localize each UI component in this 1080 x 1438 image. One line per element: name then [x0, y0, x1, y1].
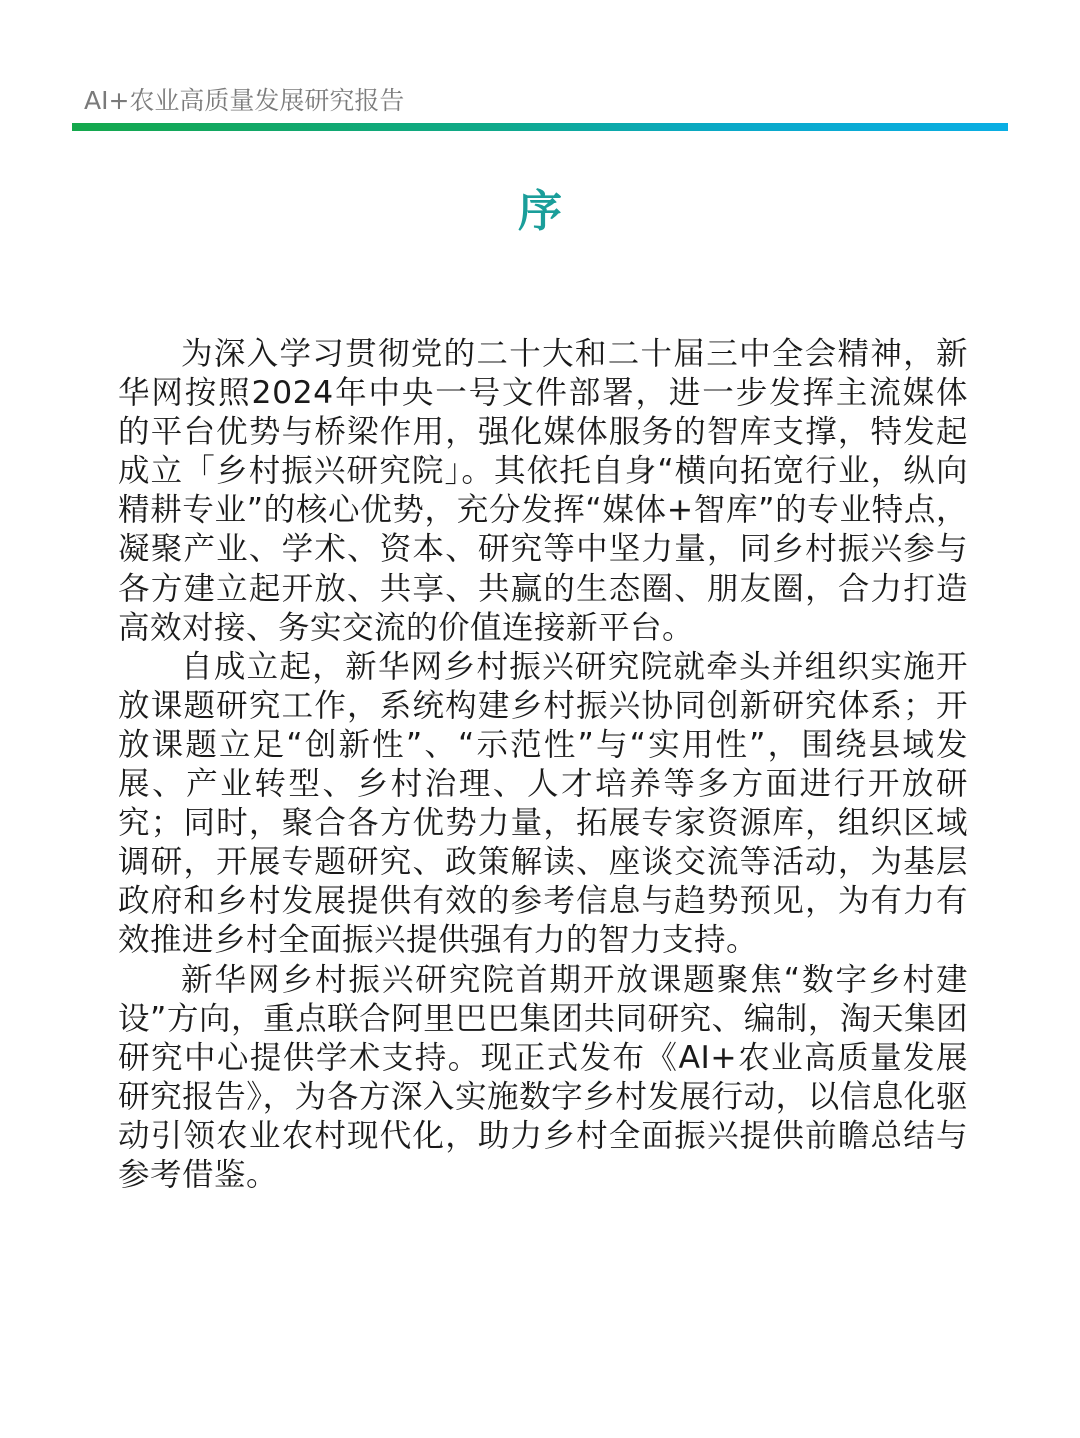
header-divider-rule — [72, 123, 1008, 131]
running-header-title: AI+农业高质量发展研究报告 — [84, 86, 405, 115]
preface-body — [118, 335, 968, 1195]
preface-title: 序 — [518, 186, 562, 237]
preface-paragraph-1: 为深入学习贯彻党的二十大和二十届三中全会精神，新华网按照2024年中央一号文件部署，进一步发挥主流媒体的平台优势与桥梁作用，强化媒体服务的智库支撑，特发起成立「乡村振兴研究院」。其依托自身“横向拓宽行业，纵向精耕专业”的核心优势，充分发挥“媒体+智库”的专业特点，凝聚产业、学术、资本、研究等中坚力量，同乡村振兴参与各方建立起开放、共享、共赢的生态圈、朋友圈，合力打造高效对接、务实交流的价值连接新平台。 — [118, 336, 968, 646]
preface-paragraph-2: 自成立起，新华网乡村振兴研究院就牵头并组织实施开放课题研究工作，系统构建乡村振兴协同创新研究体系；开放课题立足“创新性”、“示范性”与“实用性”，围绕县域发展、产业转型、乡村治理、人才培养等多方面进行开放研究；同时，聚合各方优势力量，拓展专家资源库，组织区域调研，开展专题研究、政策解读、座谈交流等活动，为基层政府和乡村发展提供有效的参考信息与趋势预见，为有力有效推进乡村全面振兴提供强有力的智力支持。 — [118, 648, 968, 959]
preface-paragraph-3: 新华网乡村振兴研究院首期开放课题聚焦“数字乡村建设”方向，重点联合阿里巴巴集团共同研究、编制，淘天集团研究中心提供学术支持。现正式发布《AI+农业高质量发展研究报告》，为各方深入实施数字乡村发展行动，以信息化驱动引领农业农村现代化，助力乡村全面振兴提供前瞻总结与参考借鉴。 — [118, 961, 968, 1193]
